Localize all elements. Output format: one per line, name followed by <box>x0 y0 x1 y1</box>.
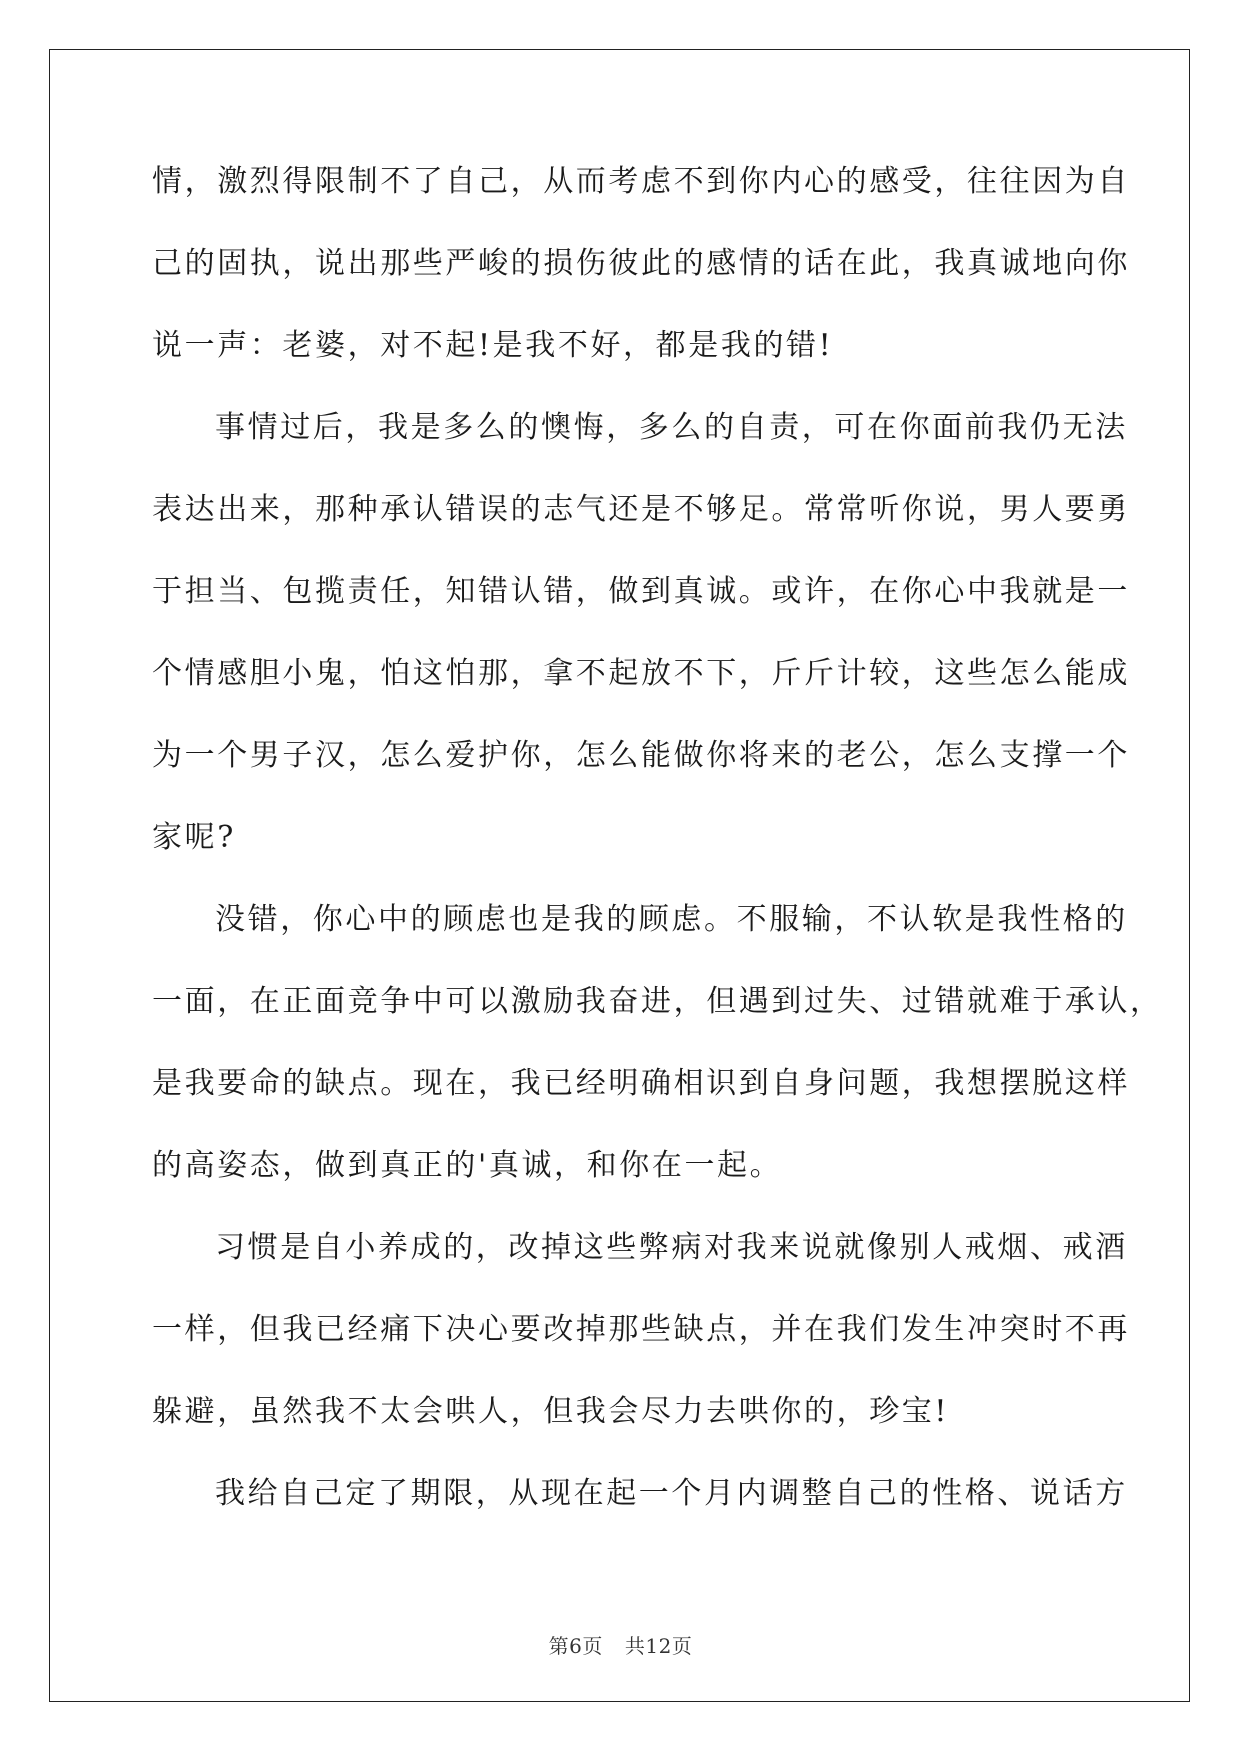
text-line: 的高姿态，做到真正的'真诚，和你在一起。 <box>152 1148 783 1183</box>
paragraph-first-line: 习惯是自小养成的，改掉这些弊病对我来说就像别人戒烟、戒酒 <box>215 1230 1128 1265</box>
page-total: 共12页 <box>624 1634 693 1658</box>
page-footer <box>0 1630 1241 1659</box>
text-line: 家呢? <box>152 820 236 855</box>
text-line: 己的固执，说出那些严峻的损伤彼此的感情的话在此，我真诚地向你 <box>152 246 1130 281</box>
text-line: 躲避，虽然我不太会哄人，但我会尽力去哄你的，珍宝! <box>152 1394 950 1429</box>
text-line: 说一声：老婆，对不起!是我不好，都是我的错! <box>152 328 834 363</box>
text-line: 于担当、包揽责任，知错认错，做到真诚。或许，在你心中我就是一 <box>152 574 1130 609</box>
text-line: 表达出来，那种承认错误的志气还是不够足。常常听你说，男人要勇 <box>152 492 1130 527</box>
text-line: 一样，但我已经痛下决心要改掉那些缺点，并在我们发生冲突时不再 <box>152 1312 1130 1347</box>
text-line: 情，激烈得限制不了自己，从而考虑不到你内心的感受，往往因为自 <box>152 164 1130 199</box>
paragraph-first-line: 我给自己定了期限，从现在起一个月内调整自己的性格、说话方 <box>215 1476 1128 1511</box>
text-line: 一面，在正面竞争中可以激励我奋进，但遇到过失、过错就难于承认， <box>152 984 1163 1019</box>
page-number: 第6页 <box>548 1634 603 1658</box>
paragraph-first-line: 事情过后，我是多么的懊悔，多么的自责，可在你面前我仍无法 <box>215 410 1128 445</box>
body-text <box>152 160 1163 1554</box>
paragraph-first-line: 没错，你心中的顾虑也是我的顾虑。不服输，不认软是我性格的 <box>215 902 1128 937</box>
text-line: 是我要命的缺点。现在，我已经明确相识到自身问题，我想摆脱这样 <box>152 1066 1130 1101</box>
text-line: 个情感胆小鬼，怕这怕那，拿不起放不下，斤斤计较，这些怎么能成 <box>152 656 1130 691</box>
text-line: 为一个男子汉，怎么爱护你，怎么能做你将来的老公，怎么支撑一个 <box>152 738 1130 773</box>
